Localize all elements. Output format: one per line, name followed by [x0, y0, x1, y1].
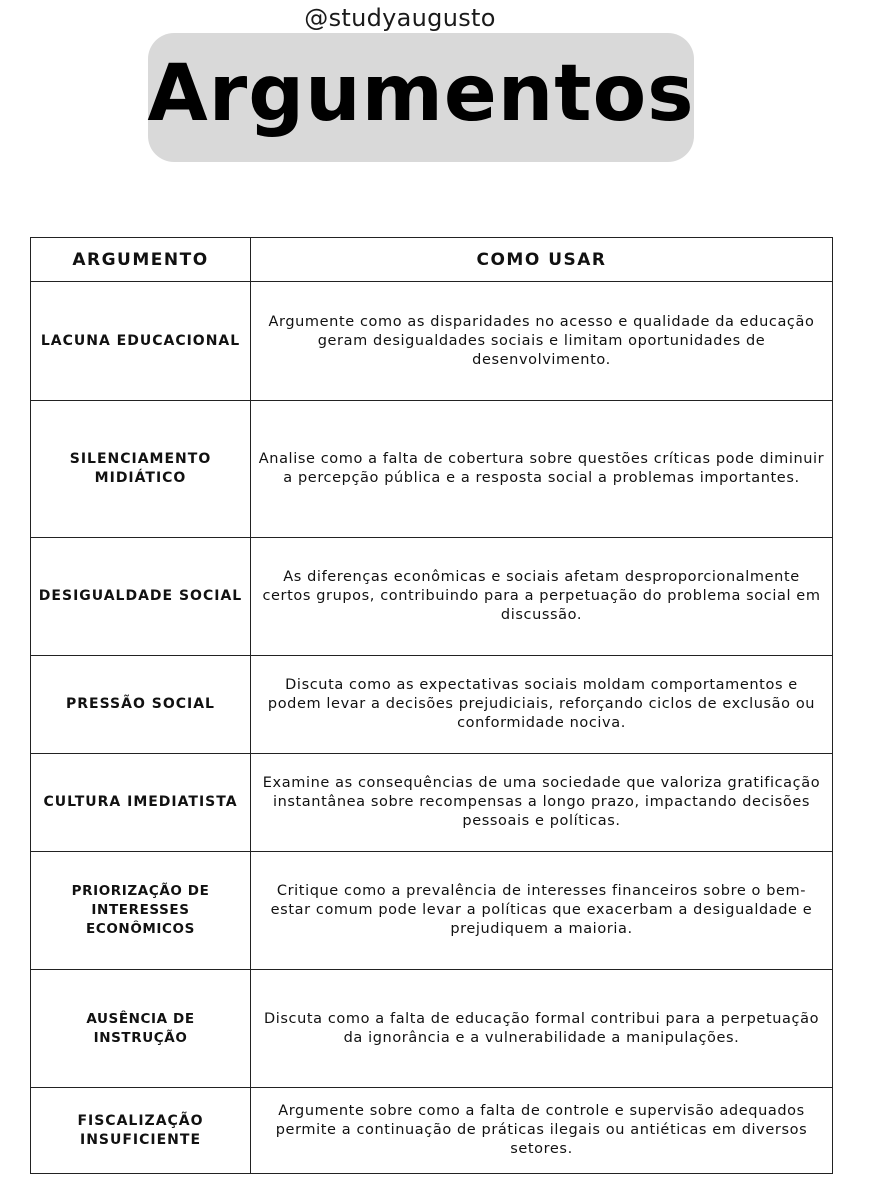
title-banner — [148, 33, 694, 162]
argument-usage: Examine as consequências de uma sociedade que valoriza gratificação instantânea sobre recompensas a longo prazo, impactando decisões pessoais e políticas. — [251, 754, 833, 852]
table-row — [31, 282, 833, 401]
argument-usage: Discuta como as expectativas sociais moldam comportamentos e podem levar a decisões prejudiciais, reforçando ciclos de exclusão ou conformidade nociva. — [251, 656, 833, 754]
page-title: Argumentos — [147, 48, 695, 139]
table-row — [31, 1088, 833, 1174]
author-handle: @studyaugusto — [304, 4, 496, 32]
argument-name: DESIGUALDADE SOCIAL — [31, 538, 251, 656]
arguments-table — [30, 237, 833, 1174]
column-header-argument: ARGUMENTO — [31, 238, 251, 282]
argument-usage: Analise como a falta de cobertura sobre questões críticas pode diminuir a percepção pública e a resposta social a problemas importantes. — [251, 401, 833, 538]
table-row — [31, 401, 833, 538]
argument-usage: Argumente como as disparidades no acesso e qualidade da educação geram desigualdades sociais e limitam oportunidades de desenvolvimento. — [251, 282, 833, 401]
argument-name: CULTURA IMEDIATISTA — [31, 754, 251, 852]
argument-name: PRESSÃO SOCIAL — [31, 656, 251, 754]
table-row — [31, 754, 833, 852]
table-row — [31, 852, 833, 970]
table-row — [31, 656, 833, 754]
table-row — [31, 970, 833, 1088]
table-row — [31, 538, 833, 656]
argument-usage: Argumente sobre como a falta de controle e supervisão adequados permite a continuação de práticas ilegais ou antiéticas em diversos setores. — [251, 1088, 833, 1174]
argument-name: LACUNA EDUCACIONAL — [31, 282, 251, 401]
argument-usage: Discuta como a falta de educação formal contribui para a perpetuação da ignorância e a vulnerabilidade a manipulações. — [251, 970, 833, 1088]
argument-name: SILENCIAMENTO MIDIÁTICO — [31, 401, 251, 538]
table-header-row — [31, 238, 833, 282]
argument-name: AUSÊNCIA DE INSTRUÇÃO — [31, 970, 251, 1088]
column-header-usage: COMO USAR — [251, 238, 833, 282]
argument-name: PRIORIZAÇÃO DE INTERESSES ECONÔMICOS — [31, 852, 251, 970]
argument-name: FISCALIZAÇÃO INSUFICIENTE — [31, 1088, 251, 1174]
argument-usage: As diferenças econômicas e sociais afetam desproporcionalmente certos grupos, contribuindo para a perpetuação do problema social em discussão. — [251, 538, 833, 656]
argument-usage: Critique como a prevalência de interesses financeiros sobre o bem-estar comum pode levar a políticas que exacerbam a desigualdade e prejudiquem a maioria. — [251, 852, 833, 970]
